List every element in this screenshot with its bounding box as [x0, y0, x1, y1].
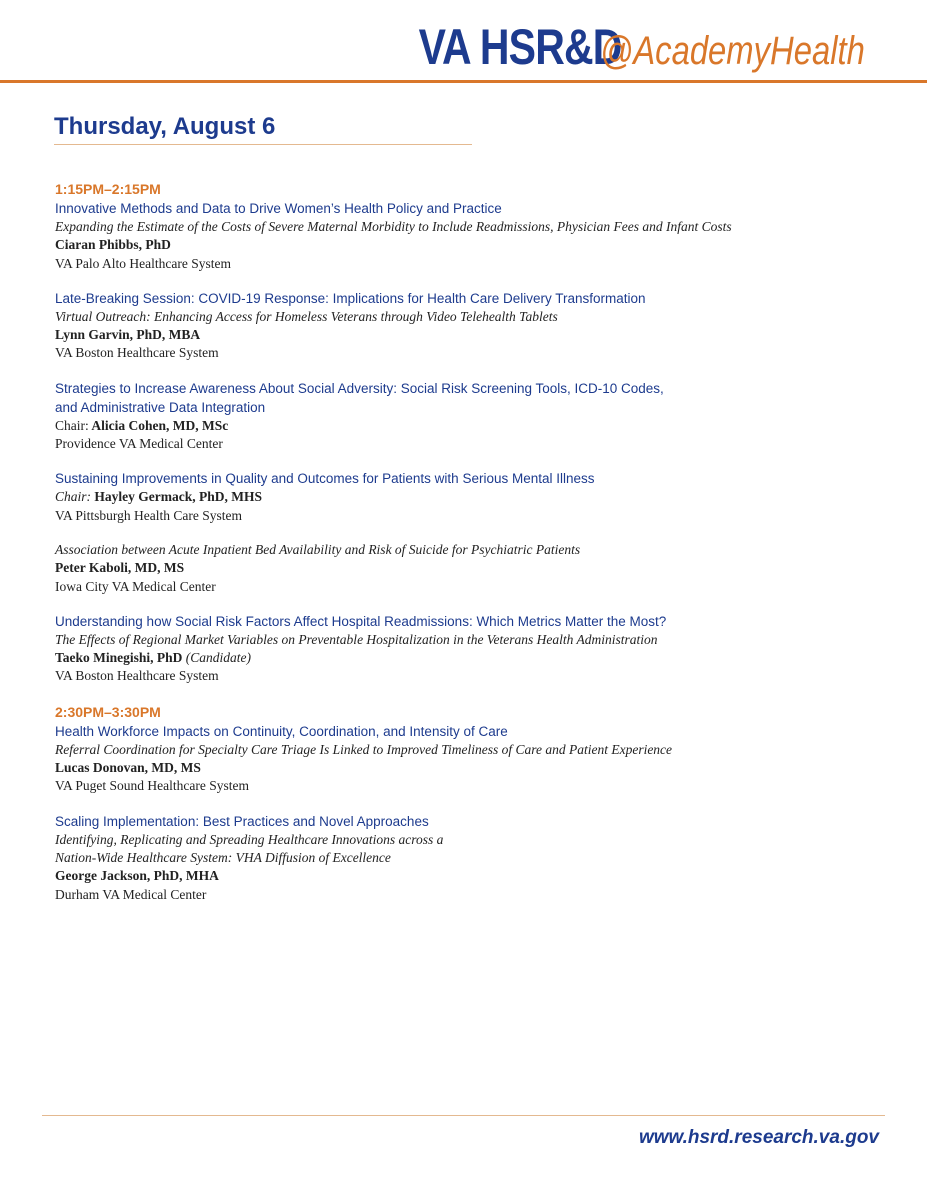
presenter-name: Taeko Minegishi, PhD — [55, 650, 183, 666]
title-divider — [54, 144, 472, 145]
page-title: Thursday, August 6 — [54, 113, 276, 140]
header-rule — [0, 80, 927, 83]
slot-time: 1:15PM–2:15PM — [55, 181, 161, 197]
session — [55, 812, 895, 904]
affiliation: Durham VA Medical Center — [55, 886, 207, 902]
chair-label: Chair: — [55, 489, 92, 505]
logo-primary: VA HSR&D — [419, 19, 623, 75]
presentation-title: Referral Coordination for Specialty Care Triage Is Linked to Improved Timeliness of Care and Patient Experience — [55, 741, 673, 757]
session-title-line-1: Strategies to Increase Awareness About Social Adversity: Social Risk Screening Tools, ICD-10 Codes, — [55, 380, 664, 396]
chair-label: Chair: — [55, 417, 89, 433]
slot-time: 2:30PM–3:30PM — [55, 703, 161, 720]
chair-line — [55, 417, 895, 435]
affiliation: VA Boston Healthcare System — [55, 345, 219, 361]
footer-rule — [42, 1115, 885, 1116]
logo — [374, 19, 923, 75]
presenter-name: Lucas Donovan, MD, MS — [55, 760, 201, 776]
session-title: Innovative Methods and Data to Drive Women’s Health Policy and Practice — [55, 201, 502, 216]
presentation-title: Expanding the Estimate of the Costs of Severe Maternal Morbidity to Include Readmissions, Physician Fees and Infant Costs — [55, 219, 732, 234]
session — [55, 379, 895, 454]
session — [55, 722, 895, 796]
presenter-name: George Jackson, PhD, MHA — [55, 868, 219, 884]
presenter-note: (Candidate) — [185, 650, 252, 666]
session — [55, 612, 895, 686]
logo-secondary: @AcademyHealth — [600, 29, 865, 73]
footer-url: www.hsrd.research.va.gov — [638, 1127, 879, 1148]
session-title-line-2: and Administrative Data Integration — [55, 399, 266, 415]
affiliation: Providence VA Medical Center — [55, 436, 223, 452]
chair-name: Alicia Cohen, MD, MSc — [91, 417, 229, 433]
affiliation: VA Palo Alto Healthcare System — [55, 255, 231, 271]
session — [55, 541, 895, 596]
presentation-title: Virtual Outreach: Enhancing Access for Homeless Veterans through Video Telehealth Tablets — [55, 308, 558, 324]
presenter-line — [55, 649, 895, 667]
time-slot — [55, 702, 895, 904]
session-title: Understanding how Social Risk Factors Affect Hospital Readmissions: Which Metrics Matter the Most? — [55, 613, 667, 629]
affiliation: VA Puget Sound Healthcare System — [55, 778, 249, 794]
presenter-name: Peter Kaboli, MD, MS — [55, 560, 185, 576]
presentation-title-line-2: Nation-Wide Healthcare System: VHA Diffusion of Excellence — [55, 849, 391, 865]
presentation-title-line-1: Identifying, Replicating and Spreading Healthcare Innovations across a — [55, 831, 444, 847]
session-title: Scaling Implementation: Best Practices and Novel Approaches — [55, 813, 429, 829]
session-title: Sustaining Improvements in Quality and Outcomes for Patients with Serious Mental Illness — [55, 471, 595, 487]
agenda — [55, 179, 895, 904]
presenter-name: Lynn Garvin, PhD, MBA — [55, 327, 201, 343]
affiliation: Iowa City VA Medical Center — [55, 578, 216, 594]
session — [55, 469, 895, 525]
chair-name: Hayley Germack, PhD, MHS — [94, 489, 262, 505]
presentation-title: The Effects of Regional Market Variables on Preventable Hospitalization in the Veterans Health Administration — [55, 631, 658, 647]
session — [55, 199, 895, 273]
chair-line — [55, 488, 895, 506]
time-slot — [55, 179, 895, 686]
presentation-title: Association between Acute Inpatient Bed Availability and Risk of Suicide for Psychiatric Patients — [55, 541, 581, 557]
affiliation: VA Pittsburgh Health Care System — [55, 507, 243, 523]
session — [55, 289, 895, 363]
session-title: Late-Breaking Session: COVID-19 Response: Implications for Health Care Delivery Transformation — [55, 290, 646, 306]
affiliation: VA Boston Healthcare System — [55, 668, 219, 684]
session-title: Health Workforce Impacts on Continuity, Coordination, and Intensity of Care — [55, 723, 508, 739]
presenter-name: Ciaran Phibbs, PhD — [55, 237, 171, 253]
